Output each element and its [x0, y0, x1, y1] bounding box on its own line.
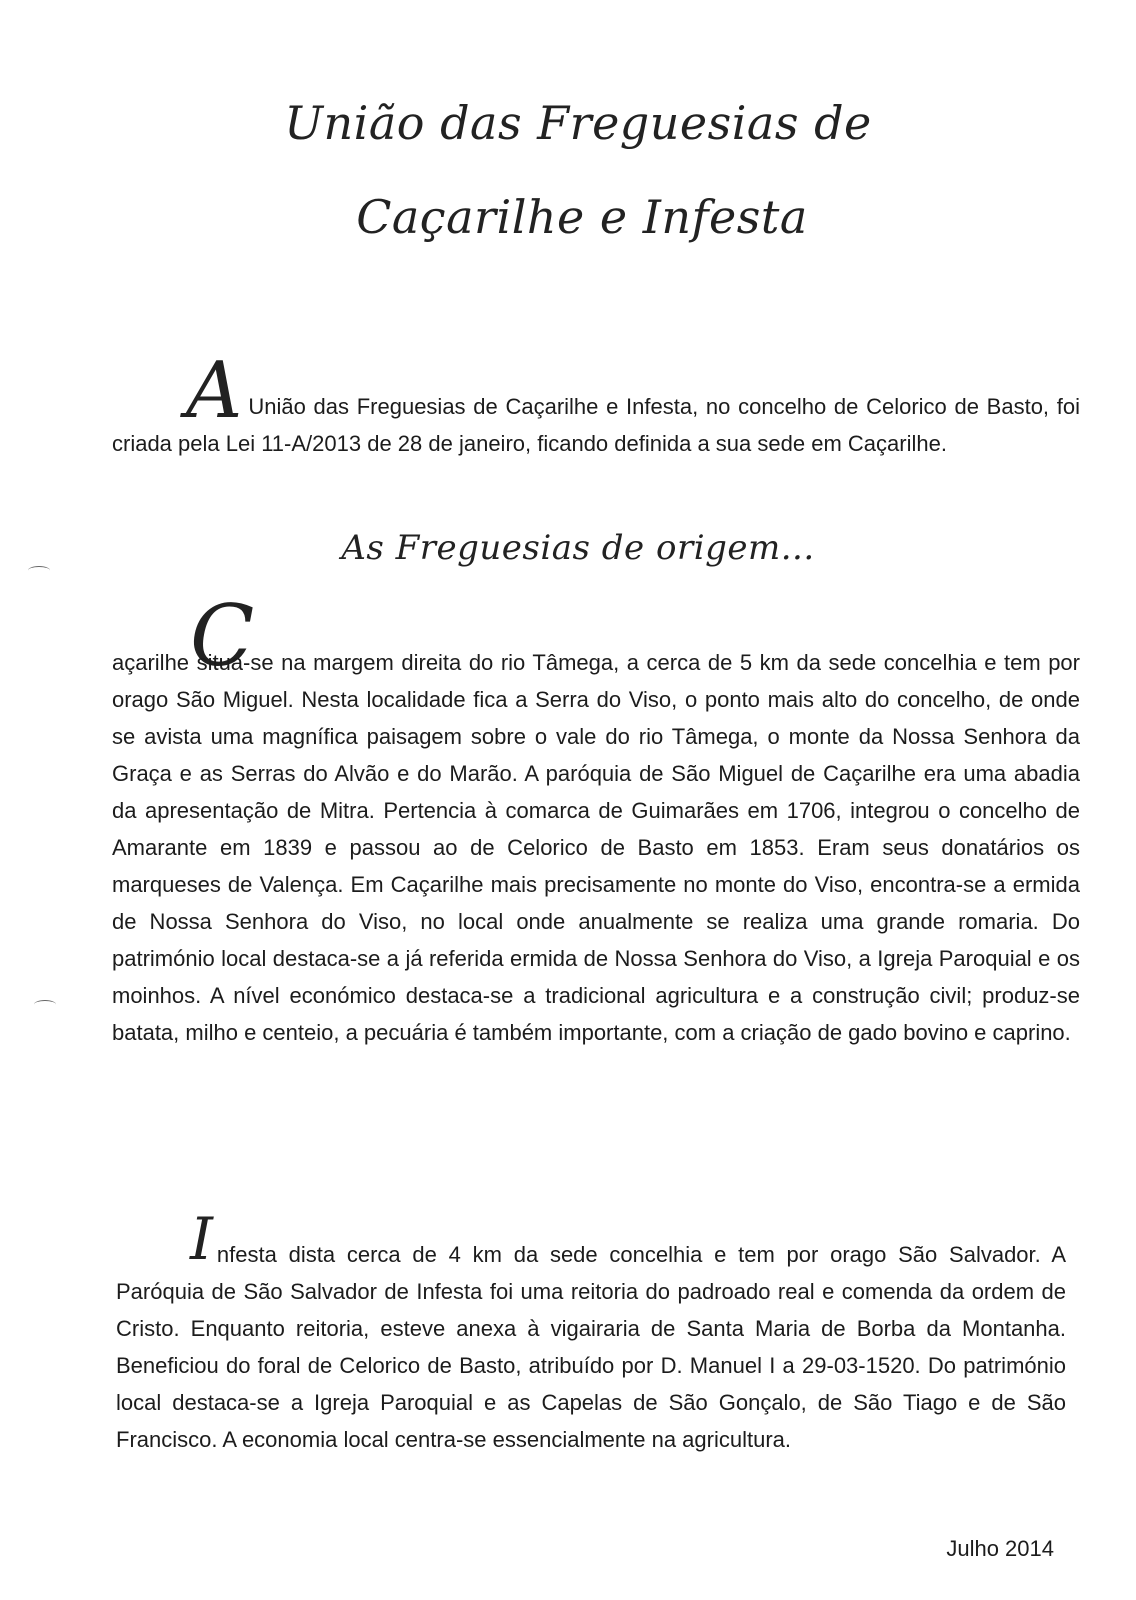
infesta-dropcap: I	[190, 1205, 213, 1273]
infesta-text: nfesta dista cerca de 4 km da sede concelhia e tem por orago São Salvador. A Paróquia de São Salvador de Infesta foi uma reitoria do padroado real e comenda da ordem de Cristo. Enquanto reitoria, esteve anexa à vigairaria de Santa Maria de Borba da Montanha. Beneficiou do foral de Celorico de Basto, atribuído por D. Manuel I a 29-03-1520. Do património local destaca-se a Igreja Paroquial e as Capelas de São Gonçalo, de São Tiago e de São Francisco. A economia local centra-se essencialmente na agricultura.	[116, 1242, 1066, 1452]
title-line-1: União das Freguesias de	[284, 96, 872, 150]
intro-dropcap: A	[186, 346, 243, 436]
scan-artifact-mark	[34, 1000, 56, 1009]
cacarilhe-paragraph	[112, 587, 1080, 1051]
intro-text: União das Freguesias de Caçarilhe e Infesta, no concelho de Celorico de Basto, foi criada pela Lei 11-A/2013 de 28 de janeiro, ficando definida a sua sede em Caçarilhe.	[112, 394, 1080, 456]
scan-artifact-mark	[28, 566, 50, 575]
cacarilhe-text: açarilhe situa-se na margem direita do rio Tâmega, a cerca de 5 km da sede concelhia e tem por orago São Miguel. Nesta localidade fica a Serra do Viso, o ponto mais alto do concelho, de onde se avista uma magnífica paisagem sobre o vale do rio Tâmega, o monte da Nossa Senhora da Graça e as Serras do Alvão e do Marão. A paróquia de São Miguel de Caçarilhe era uma abadia da apresentação de Mitra. Pertencia à comarca de Guimarães em 1706, integrou o concelho de Amarante em 1839 e passou ao de Celorico de Basto em 1853. Eram seus donatários os marqueses de Valença. Em Caçarilhe mais precisamente no monte do Viso, encontra-se a ermida de Nossa Senhora do Viso, no local onde anualmente se realiza uma grande romaria. Do património local destaca-se a já referida ermida de Nossa Senhora do Viso, a Igreja Paroquial e os moinhos. A nível económico destaca-se a tradicional agricultura e a construção civil; produz-se batata, milho e centeio, a pecuária é também importante, com a criação de gado bovino e caprino.	[112, 650, 1080, 1045]
section-heading: As Freguesias de origem...	[341, 528, 815, 568]
title-line-2: Caçarilhe e Infesta	[356, 190, 808, 244]
cacarilhe-dropcap: C	[190, 587, 255, 685]
infesta-paragraph	[116, 1205, 1066, 1458]
intro-paragraph	[112, 346, 1080, 462]
document-date: Julho 2014	[946, 1536, 1054, 1561]
